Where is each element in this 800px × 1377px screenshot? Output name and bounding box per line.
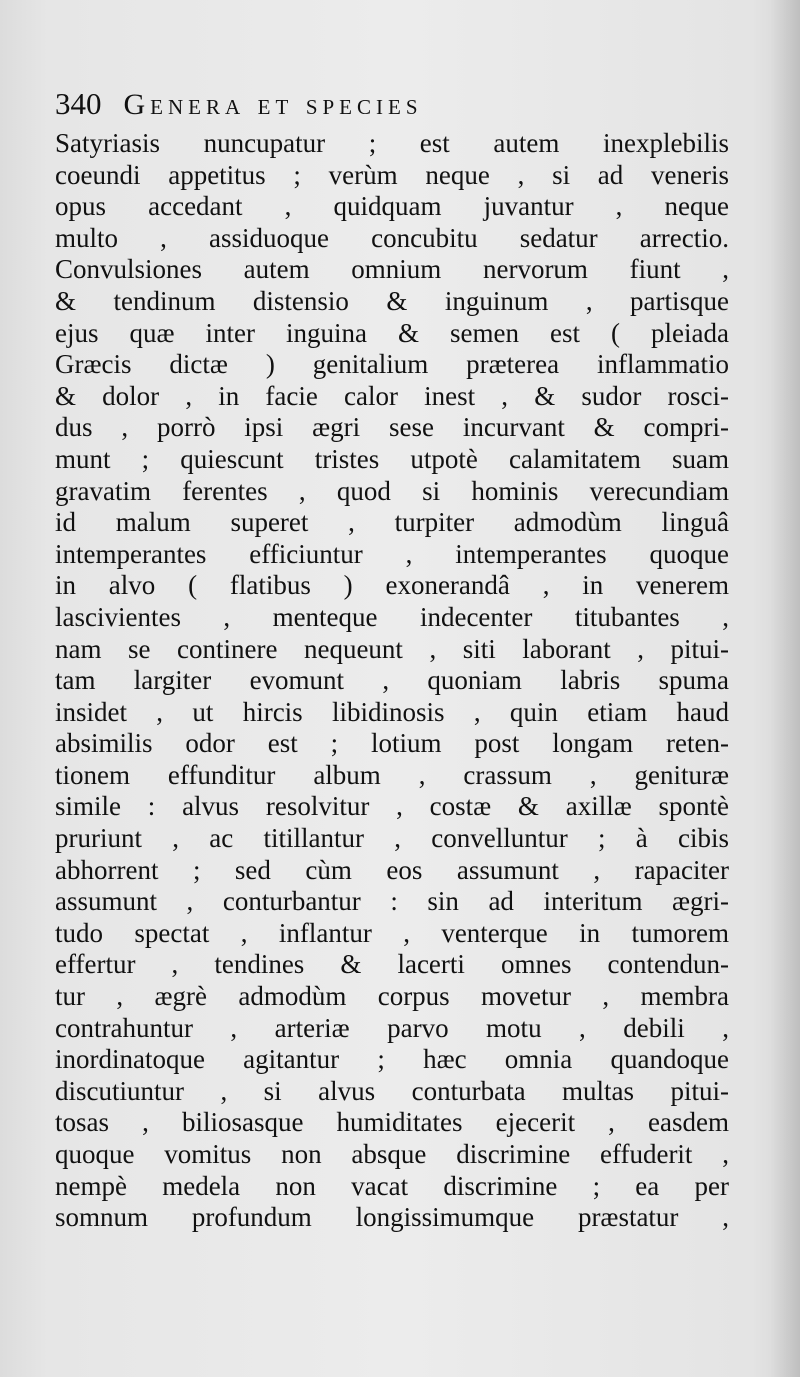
text-line: tudo spectat , inflantur , venterque in tumorem xyxy=(55,917,729,948)
text-line: tam largiter evomunt , quoniam labris spuma xyxy=(55,665,729,696)
text-line: tur , ægrè admodùm corpus movetur , membra xyxy=(55,981,729,1012)
text-line: contrahuntur , arteriæ parvo motu , debili , xyxy=(55,1012,729,1043)
body-text xyxy=(55,128,729,1234)
text-line: Convulsiones autem omnium nervorum fiunt , xyxy=(55,254,729,285)
text-line: inordinatoque agitantur ; hæc omnia quandoque xyxy=(55,1044,729,1075)
text-line: insidet , ut hircis libidinosis , quin etiam haud xyxy=(55,696,729,727)
page-number: 340 xyxy=(55,86,102,121)
text-line: pruriunt , ac titillantur , convelluntur ; à cibis xyxy=(55,823,729,854)
text-line: absimilis odor est ; lotium post longam reten- xyxy=(55,728,729,759)
text-line: lascivientes , menteque indecenter titubantes , xyxy=(55,601,729,632)
text-line: dus , porrò ipsi ægri sese incurvant & compri- xyxy=(55,412,729,443)
text-line: coeundi appetitus ; verùm neque , si ad veneris xyxy=(55,159,729,190)
page-header xyxy=(55,86,423,126)
text-line: quoque vomitus non absque discrimine effuderit , xyxy=(55,1139,729,1169)
text-line: assumunt , conturbantur : sin ad interitum ægri- xyxy=(55,886,729,917)
text-line: & tendinum distensio & inguinum , partisque xyxy=(55,285,729,316)
text-line: & dolor , in facie calor inest , & sudor rosci- xyxy=(55,380,729,411)
text-line: simile : alvus resolvitur , costæ & axillæ spontè xyxy=(55,791,729,822)
text-line: intemperantes efficiuntur , intemperantes quoque xyxy=(55,538,729,569)
page-edge-shadow xyxy=(770,0,800,1377)
text-line: nam se continere nequeunt , siti laborant , pitui- xyxy=(55,633,729,664)
text-line: opus accedant , quidquam juvantur , neque xyxy=(55,191,729,222)
text-line: ejus quæ inter inguina & semen est ( pleiada xyxy=(55,317,729,348)
text-line: somnum profundum longissimumque præstatur , xyxy=(55,1202,729,1233)
text-line: Satyriasis nuncupatur ; est autem inexplebilis xyxy=(55,128,729,158)
text-line: multo , assiduoque concubitu sedatur arrectio. xyxy=(55,222,729,253)
text-line: munt ; quiescunt tristes utpotè calamitatem suam xyxy=(55,443,729,474)
text-line: discutiuntur , si alvus conturbata multas pitui- xyxy=(55,1075,729,1106)
text-line: gravatim ferentes , quod si hominis verecundiam xyxy=(55,475,729,506)
text-line: nempè medela non vacat discrimine ; ea per xyxy=(55,1170,729,1201)
text-line: Græcis dictæ ) genitalium præterea inflammatio xyxy=(55,349,729,380)
running-head: Genera et species xyxy=(123,88,423,121)
text-line: id malum superet , turpiter admodùm linguâ xyxy=(55,507,729,538)
text-line: abhorrent ; sed cùm eos assumunt , rapaciter xyxy=(55,854,729,885)
text-line: in alvo ( flatibus ) exonerandâ , in venerem xyxy=(55,570,729,601)
text-line: tosas , biliosasque humiditates ejecerit , easdem xyxy=(55,1107,729,1138)
text-line: effertur , tendines & lacerti omnes contendun- xyxy=(55,949,729,980)
text-line: tionem effunditur album , crassum , genituræ xyxy=(55,759,729,790)
